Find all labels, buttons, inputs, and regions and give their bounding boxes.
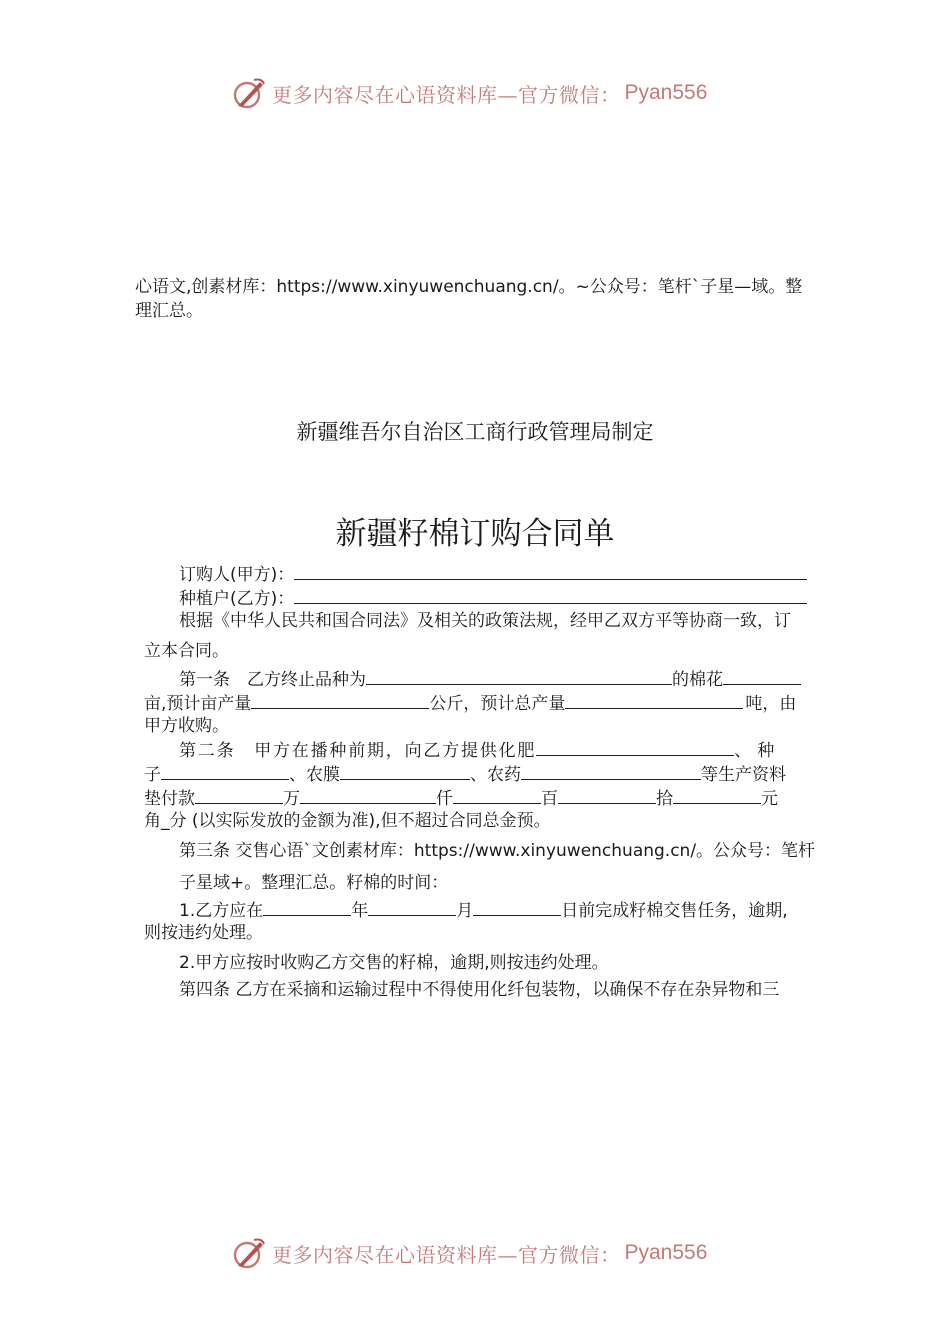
article2-text-d: 、农膜 — [289, 765, 340, 785]
article2-text-j: 百 — [541, 789, 558, 809]
total-yield-blank — [565, 690, 743, 709]
shi-blank — [558, 785, 656, 804]
quill-logo-icon — [232, 1236, 266, 1270]
article1-text-d: 公斤，预计总产量 — [429, 694, 566, 714]
article2-text-g: 垫付款 — [144, 789, 195, 809]
intro-line-1: 心语文,创素材库：https://www.xinyuwenchuang.cn/。~公众号：笔杆`子星—域。整 — [135, 277, 803, 297]
preamble-line-2: 立本合同。 — [144, 641, 229, 661]
article2-text-h: 万 — [283, 789, 300, 809]
article2-line-2 — [144, 761, 786, 787]
watermark-text: 更多内容尽在心语资料库—官方微信： — [272, 1242, 621, 1267]
month-blank — [368, 897, 456, 916]
watermark-top — [232, 73, 752, 113]
grower-field — [179, 585, 807, 611]
article2-line-3 — [144, 785, 778, 811]
article1-text-a: 第一条 乙方终止品种为 — [179, 670, 366, 690]
pesticide-blank — [521, 761, 701, 780]
bai-blank — [453, 785, 541, 804]
buyer-label: 订购人(甲方)： — [179, 565, 295, 585]
article2-text-a: 第二条 甲方在播种前期，向乙方提供化肥 — [179, 741, 537, 761]
buyer-blank — [294, 561, 807, 580]
watermark-bottom — [232, 1233, 752, 1273]
intro-line-2: 理汇总。 — [135, 301, 203, 321]
buyer-field — [179, 561, 807, 587]
article1-line-3: 甲方收购。 — [144, 716, 229, 736]
article2-text-l: 元 — [761, 789, 778, 809]
area-blank — [723, 666, 801, 685]
article2-line-4: 角_分 (以实际发放的金额为准),但不超过合同总金预。 — [144, 811, 551, 831]
article4-line-1: 第四条 乙方在采摘和运输过程中不得使用化纤包装物，以确保不存在杂异物和三 — [179, 980, 780, 1000]
seed-blank — [161, 761, 289, 780]
article3-item1-text-d: 日前完成籽棉交售任务，逾期, — [561, 901, 788, 921]
issuer-subtitle: 新疆维吾尔自治区工商行政管理局制定 — [296, 420, 654, 444]
qian-blank — [300, 785, 436, 804]
article2-text-b: 、种 — [734, 741, 781, 761]
yuan-blank — [673, 785, 761, 804]
article3-item-1-cont: 则按违约处理。 — [144, 923, 263, 943]
article3-item-2: 2.甲方应按时收购乙方交售的籽棉，逾期,则按违约处理。 — [179, 953, 609, 973]
article3-item-1 — [179, 897, 788, 923]
article1-text-b: 的棉花 — [672, 670, 723, 690]
article1-text-e: 吨，由 — [745, 694, 797, 714]
variety-blank — [366, 666, 672, 685]
grower-blank — [294, 585, 807, 604]
page-title: 新疆籽棉订购合同单 — [335, 516, 615, 552]
article1-text-c: 亩,预计亩产量 — [144, 694, 252, 714]
article2-text-i: 仟 — [436, 789, 453, 809]
yield-per-mu-blank — [251, 690, 429, 709]
article2-text-e: 、农药 — [470, 765, 521, 785]
wan-blank — [195, 785, 283, 804]
article3-item1-text-b: 年 — [351, 901, 369, 921]
article2-text-f: 等生产资料 — [701, 765, 786, 785]
quill-logo-icon — [232, 76, 266, 110]
article2-line-1 — [179, 737, 780, 763]
watermark-text: 更多内容尽在心语资料库—官方微信： — [272, 82, 621, 107]
article1-line-2 — [144, 690, 796, 716]
article3-item1-text-a: 1.乙方应在 — [179, 901, 264, 921]
watermark-wechat-id: Pyan556 — [624, 81, 708, 104]
year-blank — [263, 897, 351, 916]
article2-text-c: 子 — [144, 765, 161, 785]
day-blank — [473, 897, 561, 916]
grower-label: 种植户(乙方)： — [179, 589, 295, 609]
article1-line-1 — [179, 666, 801, 692]
article3-item1-text-c: 月 — [456, 901, 474, 921]
fertilizer-blank — [536, 737, 734, 756]
film-blank — [340, 761, 470, 780]
watermark-wechat-id: Pyan556 — [624, 1241, 708, 1264]
article2-text-k: 拾 — [656, 789, 673, 809]
article3-line-2: 子星域+。整理汇总。籽棉的时间： — [179, 873, 449, 893]
article3-line-1: 第三条 交售心语`文创素材库：https://www.xinyuwenchuang.cn/。公众号：笔杆 — [179, 841, 816, 861]
preamble-line-1: 根据《中华人民共和国合同法》及相关的政策法规，经甲乙双方平等协商一致，订 — [179, 611, 791, 631]
